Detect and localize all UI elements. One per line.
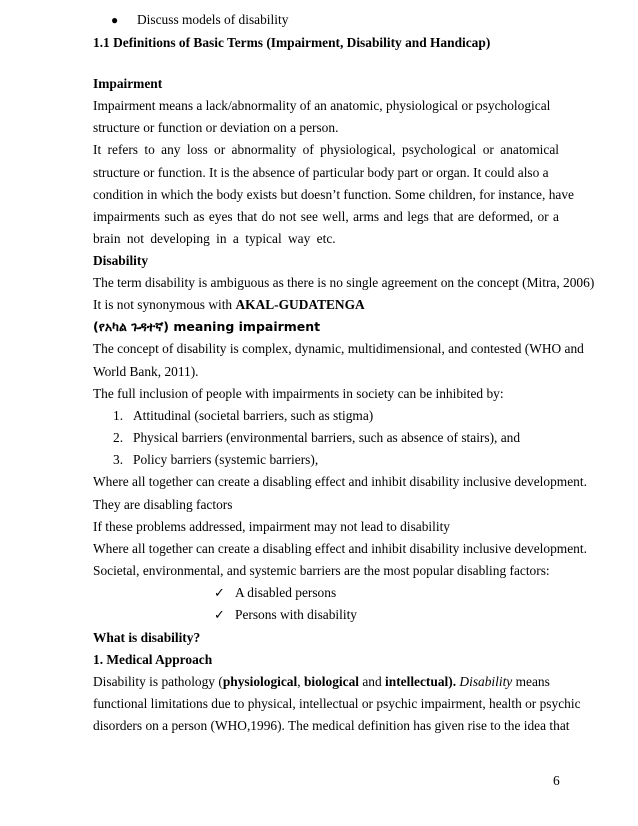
list-number: 3.: [113, 452, 124, 467]
synonym-prefix: It is not synonymous with: [93, 297, 236, 312]
list-number: 1.: [113, 408, 124, 423]
barrier-item: Attitudinal (societal barriers, such as stigma): [133, 408, 374, 423]
impairment-line: brain not developing in a typical way etc.: [93, 231, 336, 246]
bullet-item: Discuss models of disability: [137, 12, 289, 27]
body-line: Societal, environmental, and systemic barriers are the most popular disabling factors:: [93, 563, 550, 578]
what-is-heading: What is disability?: [93, 630, 201, 645]
inclusion-intro: The full inclusion of people with impairments in society can be inhibited by:: [93, 386, 504, 401]
text-run: means: [512, 674, 550, 689]
list-number: 2.: [113, 430, 124, 445]
bold-term: physiological: [222, 674, 298, 689]
impairment-line: impairments such as eyes that do not see well, arms and legs that are deformed, or a: [93, 209, 559, 224]
bold-term: intellectual).: [385, 674, 457, 689]
disability-line: The term disability is ambiguous as there is no single agreement on the concept (Mitra, 2006): [93, 275, 595, 290]
medical-line: disorders on a person (WHO,1996). The medical definition has given rise to the idea that: [93, 718, 570, 733]
checkmark-icon: ✓: [214, 585, 225, 600]
bold-term: biological: [303, 674, 359, 689]
disability-line: [93, 297, 365, 313]
concept-line: The concept of disability is complex, dynamic, multidimensional, and contested (WHO and: [93, 341, 584, 356]
amharic-line: (የአካል ጉዳተኛ) meaning impairment: [93, 319, 321, 334]
text-run: and: [359, 674, 386, 689]
impairment-heading: Impairment: [93, 76, 163, 91]
medical-line: functional limitations due to physical, intellectual or psychic impairment, health or psychic: [93, 696, 581, 711]
disability-heading: Disability: [93, 253, 149, 268]
impairment-line: Impairment means a lack/abnormality of an anatomic, physiological or psychological: [93, 98, 551, 113]
barrier-item: Physical barriers (environmental barriers, such as absence of stairs), and: [133, 430, 521, 445]
bullet-icon: ●: [111, 13, 119, 27]
impairment-line: condition in which the body exists but doesn’t function. Some children, for instance, have: [93, 187, 574, 202]
text-run: Disability is pathology (: [93, 674, 223, 689]
text-run: ,: [297, 674, 304, 689]
section-heading: 1.1 Definitions of Basic Terms (Impairment, Disability and Handicap): [93, 35, 491, 50]
impairment-line: It refers to any loss or abnormality of physiological, psychological or anatomical: [93, 142, 559, 157]
synonym-term: AKAL-GUDATENGA: [235, 297, 365, 312]
impairment-line: structure or function. It is the absence of particular body part or organ. It could also a: [93, 165, 549, 180]
body-line: Where all together can create a disabling effect and inhibit disability inclusive development.: [93, 541, 587, 556]
checkmark-icon: ✓: [214, 607, 225, 622]
concept-line: World Bank, 2011).: [93, 364, 199, 379]
page-number: 6: [553, 773, 560, 788]
barrier-item: Policy barriers (systemic barriers),: [133, 452, 319, 467]
impairment-line: structure or function or deviation on a person.: [93, 120, 339, 135]
check-item: Persons with disability: [235, 607, 358, 622]
body-line: If these problems addressed, impairment may not lead to disability: [93, 519, 450, 534]
check-item: A disabled persons: [235, 585, 337, 600]
medical-line: [93, 674, 550, 690]
medical-heading: 1. Medical Approach: [93, 652, 213, 667]
body-line: Where all together can create a disabling effect and inhibit disability inclusive development.: [93, 474, 587, 489]
body-line: They are disabling factors: [93, 497, 233, 512]
italic-term: Disability: [459, 674, 513, 689]
